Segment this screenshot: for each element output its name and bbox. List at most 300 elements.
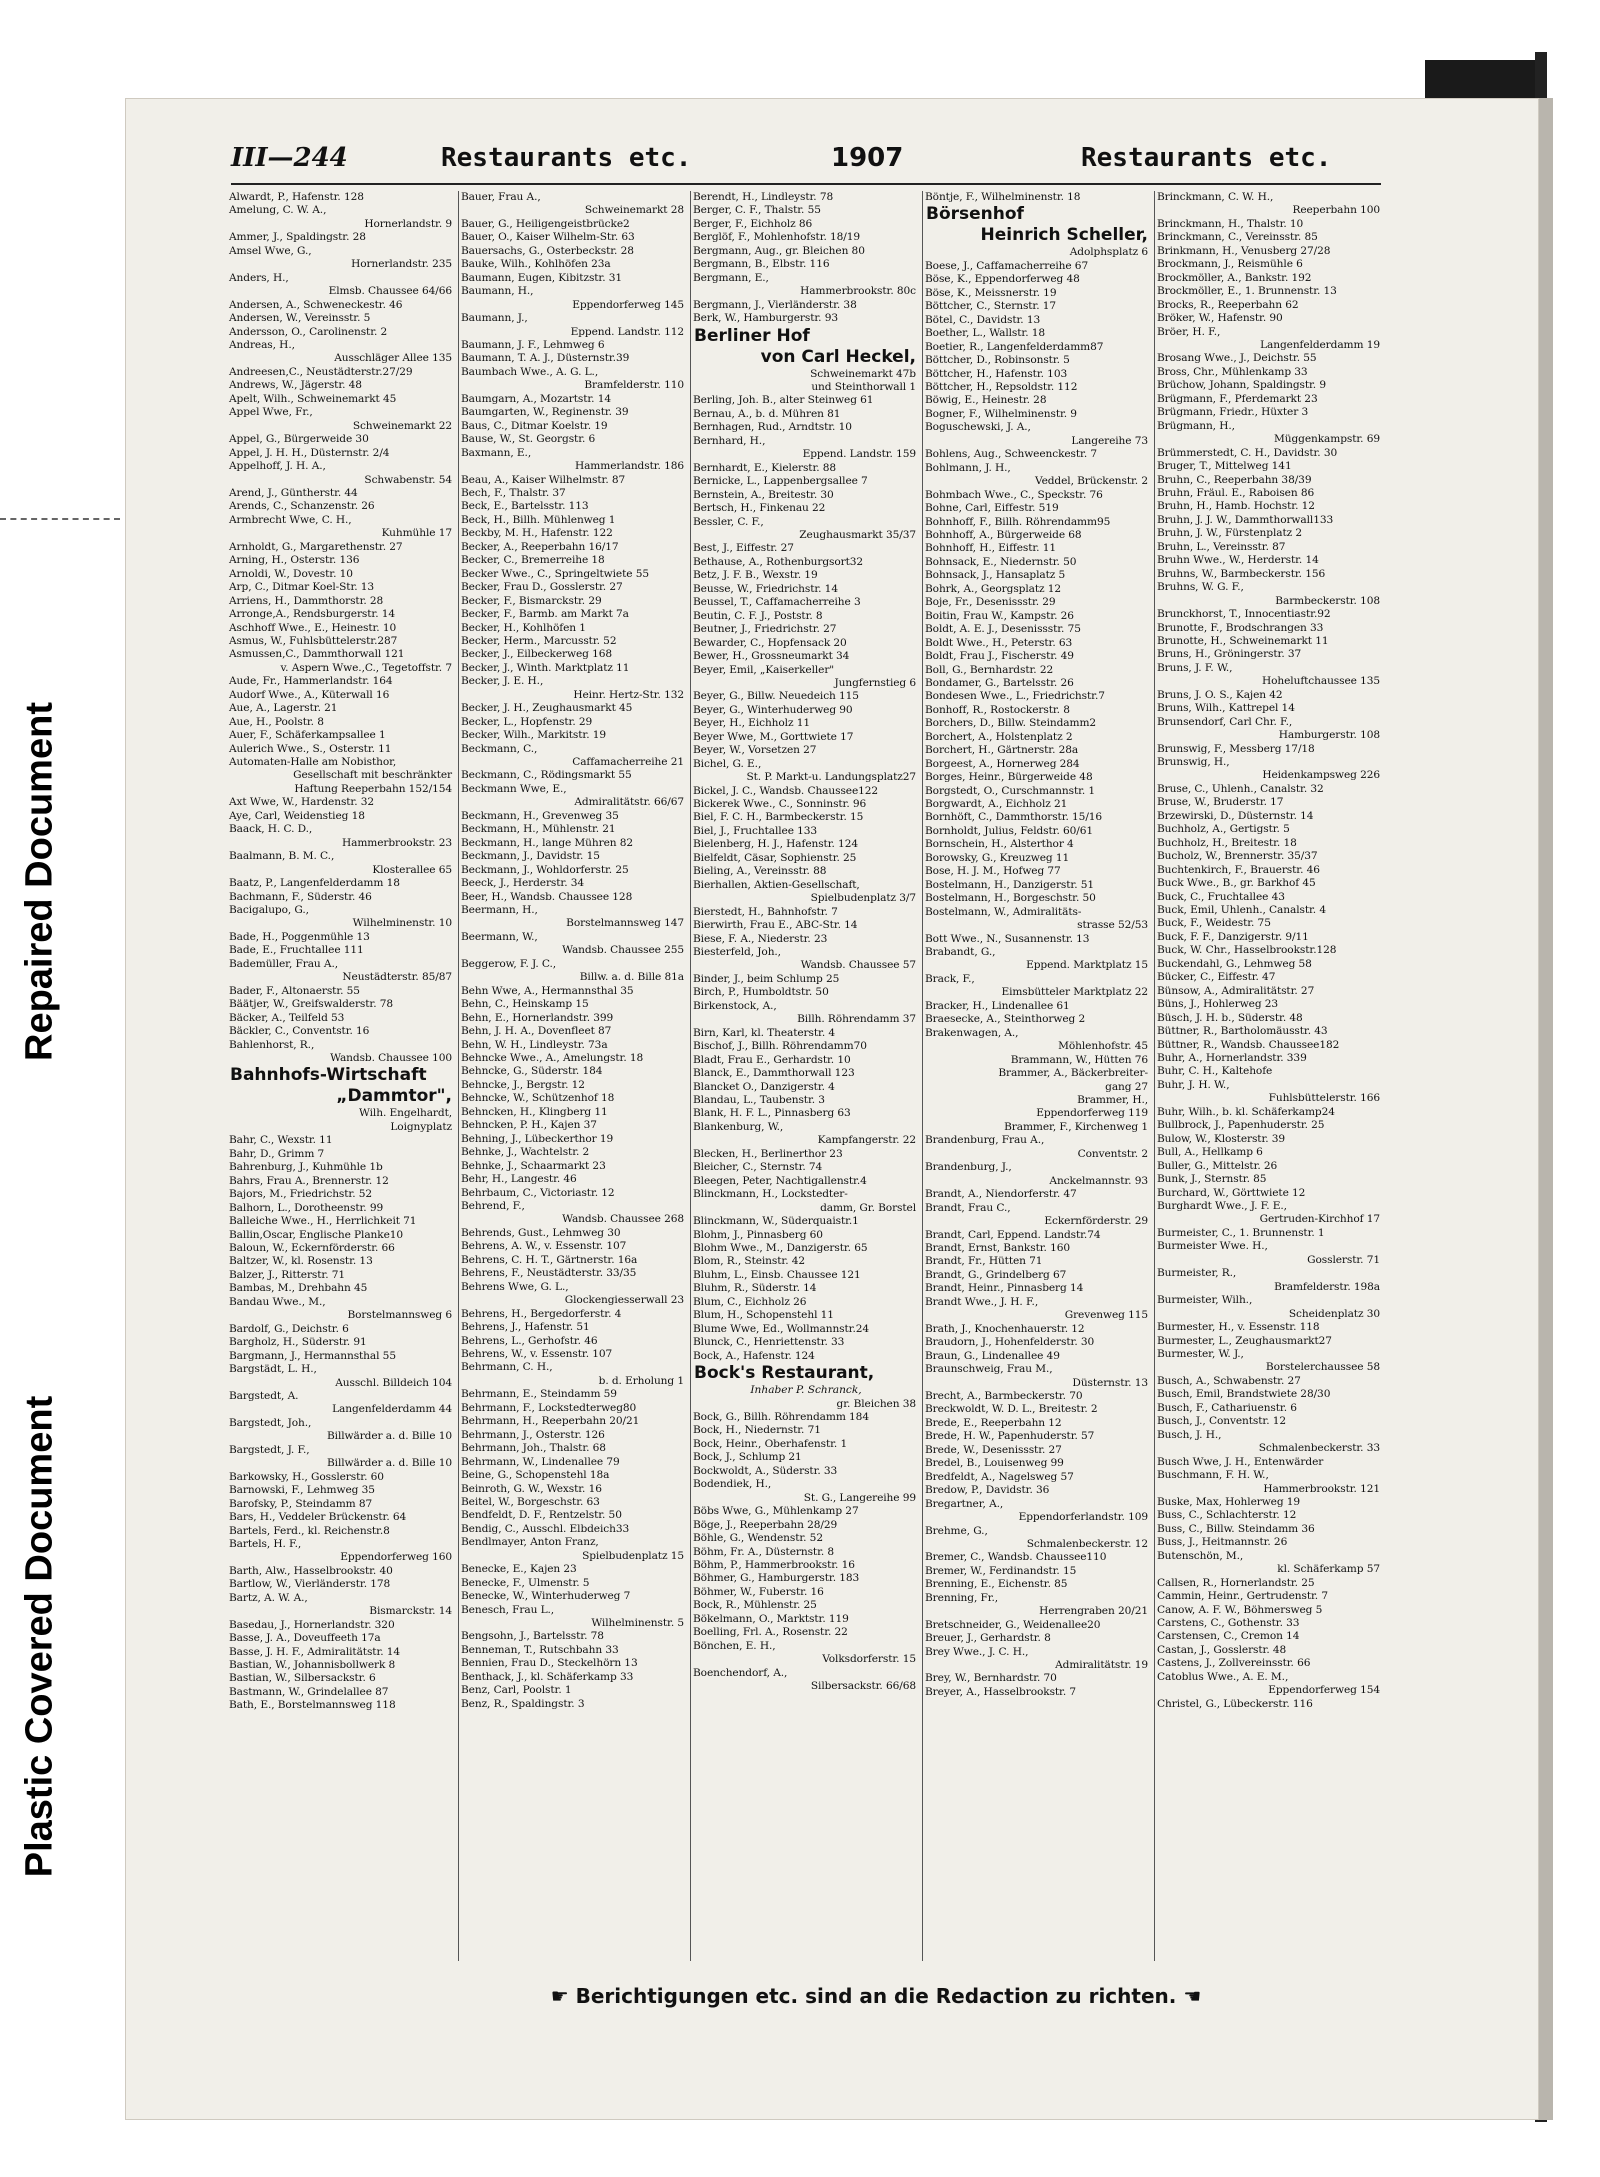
directory-entry: Bismarckstr. 14 <box>369 1605 452 1618</box>
directory-entry: Beussel, T., Caffamacherreihe 3 <box>693 596 861 609</box>
directory-entry: Herrengraben 20/21 <box>1039 1605 1148 1618</box>
directory-entry: Becker, J. H., Zeughausmarkt 45 <box>461 702 633 715</box>
directory-entry: Behrens, A. W., v. Essenstr. 107 <box>461 1240 627 1253</box>
directory-entry: Behrmann, W., Lindenallee 79 <box>461 1455 620 1468</box>
directory-entry: Behncke Wwe., A., Amelungstr. 18 <box>461 1052 644 1064</box>
directory-entry: Brammer, F., Kirchenweg 1 <box>1004 1120 1148 1133</box>
directory-entry: Brey, W., Bernhardstr. 70 <box>925 1672 1057 1685</box>
directory-entry: Bargstedt, Joh., <box>229 1416 312 1429</box>
directory-entry: Brandt, Heinr., Pinnasberg 14 <box>925 1282 1084 1295</box>
directory-entry: Zeughausmarkt 35/37 <box>799 528 916 541</box>
directory-entry: Hammerlandstr. 186 <box>574 460 684 473</box>
directory-entry: Buck, Emil, Uhlenh., Canalstr. 4 <box>1157 904 1326 917</box>
directory-entry: Billwärder a. d. Bille 10 <box>326 1457 452 1470</box>
directory-entry: Basse, J. H. F., Admiralitätstr. 14 <box>229 1645 401 1658</box>
directory-entry: Bredow, P., Davidstr. 36 <box>925 1484 1050 1497</box>
directory-entry: Andrews, W., Jägerstr. 48 <box>229 379 362 392</box>
directory-entry: Bade, H., Poggenmühle 13 <box>229 930 370 943</box>
directory-entry: Bergmann, E., <box>693 271 769 284</box>
directory-entry: Breyer, A., Hasselbrookstr. 7 <box>925 1685 1077 1698</box>
directory-entry: Bessler, C. F., <box>693 515 764 528</box>
advertisement-heading: Heinrich Scheller, <box>980 225 1148 246</box>
directory-entry: Langenfelderdamm 44 <box>332 1403 452 1416</box>
directory-entry: Bergmann, J., Vierländerstr. 38 <box>693 298 857 311</box>
directory-entry: Büttner, R., Wandsb. Chaussee182 <box>1157 1038 1340 1051</box>
directory-entry: Böttcher, C., Sternstr. 17 <box>925 300 1057 313</box>
directory-entry: Berling, Joh. B., alter Steinweg 61 <box>693 394 874 407</box>
page-header <box>231 139 1381 185</box>
directory-entry: Behn, C., Heinskamp 15 <box>461 998 589 1011</box>
directory-entry: Basedau, J., Hornerlandstr. 320 <box>229 1618 395 1631</box>
directory-entry: Burmeister Wwe. H., <box>1157 1240 1268 1253</box>
directory-entry: Eppend. Landstr. 159 <box>802 448 916 461</box>
directory-columns <box>226 191 1386 1961</box>
directory-entry: Bohlmann, J. H., <box>925 461 1011 474</box>
directory-entry: Bruhn, L., Vereinsstr. 87 <box>1157 540 1286 553</box>
directory-entry: Brakenwagen, A., <box>925 1026 1019 1039</box>
directory-entry: Bahr, D., Grimm 7 <box>229 1147 325 1160</box>
directory-entry: Barnowski, F., Lehmweg 35 <box>229 1484 375 1497</box>
directory-entry: Bruhn, Fräul. E., Raboisen 86 <box>1157 486 1315 499</box>
directory-entry: Bertsch, H., Finkenau 22 <box>693 502 826 515</box>
directory-entry: Becker, Herm., Marcusstr. 52 <box>461 634 617 647</box>
directory-entry: Cammin, Heinr., Gertrudenstr. 7 <box>1157 1590 1328 1603</box>
directory-entry: Baumbach Wwe., A. G. L., <box>461 365 599 378</box>
directory-entry: Benthack, J., kl. Schäferkamp 33 <box>461 1670 634 1683</box>
directory-entry: Bruns, J. O. S., Kajen 42 <box>1157 688 1283 701</box>
directory-entry: Baumgarten, W., Reginenstr. 39 <box>461 406 629 419</box>
directory-entry: Butenschön, M., <box>1157 1549 1244 1562</box>
directory-entry: Amelung, C. W. A., <box>229 204 327 217</box>
directory-entry: Baumann, T. A. J., Düsternstr.39 <box>461 352 630 365</box>
directory-entry: Glockengiesserwall 23 <box>564 1294 684 1307</box>
directory-entry: Billwärder a. d. Bille 10 <box>326 1430 452 1443</box>
directory-entry: Bars, H., Veddeler Brückenstr. 64 <box>229 1511 407 1524</box>
directory-entry: Biesterfeld, Joh., <box>693 946 781 959</box>
directory-entry: Behrmann, F., Lockstedterweg80 <box>461 1401 637 1414</box>
directory-entry: Wilhelminenstr. 10 <box>352 917 452 930</box>
directory-entry: Buss, J., Heitmannstr. 26 <box>1157 1536 1288 1549</box>
directory-entry: Bethause, A., Rothenburgsort32 <box>693 555 864 568</box>
directory-entry: Bargstedt, J. F., <box>229 1443 310 1456</box>
directory-entry: Bauer, G., Heiligengeistbrücke2 <box>461 217 630 230</box>
directory-entry: Best, J., Eiffestr. 27 <box>693 542 794 555</box>
directory-entry: Buhr, Wilh., b. kl. Schäferkamp24 <box>1157 1105 1335 1118</box>
directory-entry: Brehme, G., <box>925 1524 988 1537</box>
directory-entry: Admiralitätstr. 19 <box>1055 1659 1148 1672</box>
directory-entry: Borstelerchaussee 58 <box>1265 1361 1380 1374</box>
directory-entry: Becker, H., Kohlhöfen 1 <box>461 621 586 634</box>
directory-entry: Schmalenbeckerstr. 33 <box>1258 1442 1380 1455</box>
directory-entry: Veddel, Brückenstr. 2 <box>1035 475 1148 488</box>
directory-entry: Buck, C., Fruchtallee 43 <box>1157 890 1285 903</box>
directory-entry: Böhm, Fr. A., Düsternstr. 8 <box>693 1545 835 1558</box>
directory-entry: Conventstr. 2 <box>1077 1147 1148 1160</box>
directory-entry: Hamburgerstr. 108 <box>1278 729 1380 742</box>
directory-entry: Bohnsack, E., Niedernstr. 50 <box>925 555 1077 568</box>
directory-entry: Aue, H., Poolstr. 8 <box>229 715 324 728</box>
directory-entry: Bock, H., Niedernstr. 71 <box>693 1424 821 1437</box>
directory-entry: Bandau Wwe., M., <box>229 1295 326 1308</box>
directory-entry: Buck, F., Weidestr. 75 <box>1157 917 1271 930</box>
directory-entry: Gesellschaft mit beschränkter <box>293 769 452 782</box>
directory-entry: Beyer, G., Billw. Neuedeich 115 <box>693 690 859 703</box>
directory-entry: Bullbrock, J., Papenhuderstr. 25 <box>1157 1119 1325 1132</box>
directory-entry: Beine, G., Schopenstehl 18a <box>461 1469 610 1482</box>
directory-entry: Borowsky, G., Kreuzweg 11 <box>925 851 1070 864</box>
directory-entry: Bichel, G. E., <box>693 757 762 770</box>
directory-entry: Bramfelderstr. 198a <box>1274 1280 1380 1293</box>
directory-entry: Eppendorferweg 154 <box>1268 1684 1380 1697</box>
directory-entry: Bostelmann, W., Admiralitäts- <box>925 905 1082 918</box>
directory-entry: Burmester, L., Zeughausmarkt27 <box>1157 1334 1332 1347</box>
directory-entry: Benecke, F., Ulmenstr. 5 <box>461 1576 590 1589</box>
directory-entry: Aulerich Wwe., S., Osterstr. 11 <box>229 742 392 755</box>
directory-entry: Buller, G., Mittelstr. 26 <box>1157 1159 1278 1172</box>
directory-entry: Arnoldi, W., Dovestr. 10 <box>229 567 353 580</box>
directory-entry: Spielbudenplatz 3/7 <box>810 892 916 905</box>
directory-entry: Birn, Karl, kl. Theaterstr. 4 <box>693 1026 835 1039</box>
directory-entry: Borges, Heinr., Bürgerweide 48 <box>925 771 1093 784</box>
directory-entry: Brocks, R., Reeperbahn 62 <box>1157 298 1299 311</box>
directory-entry: Brunswig, H., <box>1157 756 1230 769</box>
directory-entry: Brath, J., Knochenhauerstr. 12 <box>925 1322 1085 1335</box>
directory-entry: Bleicher, C., Sternstr. 74 <box>693 1161 823 1174</box>
directory-entry: Möhlenhofstr. 45 <box>1058 1040 1148 1053</box>
directory-entry: Aschhoff Wwe., E., Heinestr. 10 <box>229 621 397 634</box>
directory-entry: Böse, K., Eppendorferweg 48 <box>925 273 1080 286</box>
column-1 <box>226 191 459 1961</box>
directory-entry: Busch, Emil, Brandstwiete 28/30 <box>1157 1388 1331 1401</box>
directory-entry: Heinr. Hertz-Str. 132 <box>573 688 684 701</box>
directory-entry: Bleegen, Peter, Nachtigallenstr.4 <box>693 1174 867 1187</box>
directory-entry: Braun, G., Lindenallee 49 <box>925 1349 1060 1362</box>
directory-entry: Beck, H., Billh. Mühlenweg 1 <box>461 513 616 526</box>
directory-entry: Betz, J. F. B., Wexstr. 19 <box>693 569 818 582</box>
directory-entry: Boldt, A. E. J., Desenissstr. 75 <box>925 623 1081 636</box>
directory-entry: Hoheluftchaussee 135 <box>1262 675 1380 688</box>
directory-entry: Böhle, G., Wendenstr. 52 <box>693 1532 823 1545</box>
directory-entry: Becker, A., Reeperbahn 16/17 <box>461 540 619 553</box>
directory-entry: Böhmer, G., Hamburgerstr. 183 <box>693 1572 860 1585</box>
directory-entry: Castan, J., Gosslerstr. 48 <box>1157 1643 1287 1656</box>
directory-entry: Bickel, J. C., Wandsb. Chaussee122 <box>693 784 879 797</box>
directory-entry: Boetier, R., Langenfelderdamm87 <box>925 340 1104 353</box>
directory-entry: Bendfeldt, D. F., Rentzelstr. 50 <box>461 1509 622 1522</box>
directory-entry: Adolphsplatz 6 <box>1069 246 1148 259</box>
directory-entry: Behrmann, H., Reeperbahn 20/21 <box>461 1415 640 1428</box>
directory-entry: Beckmann, C., Rödingsmarkt 55 <box>461 769 632 782</box>
directory-entry: Buss, C., Schlachterstr. 12 <box>1157 1509 1297 1522</box>
directory-entry: Aye, Carl, Weidenstieg 18 <box>229 809 365 822</box>
directory-entry: Beyer, G., Winterhuderweg 90 <box>693 703 853 716</box>
directory-entry: Bönchen, E. H., <box>693 1639 776 1652</box>
directory-entry: Behnke, J., Schaarmarkt 23 <box>461 1159 606 1172</box>
directory-entry: Boll, G., Bernhardstr. 22 <box>925 663 1054 676</box>
directory-entry: Bostelmann, H., Danzigerstr. 51 <box>925 878 1095 891</box>
directory-entry: Bernau, A., b. d. Mühren 81 <box>693 407 841 420</box>
column-5 <box>1154 191 1386 1961</box>
directory-entry: Buschmann, F. H. W., <box>1157 1469 1269 1482</box>
directory-entry: Brockmann, J., Reismühle 6 <box>1157 258 1303 271</box>
directory-entry: Beau, A., Kaiser Wilhelmstr. 87 <box>461 473 626 486</box>
directory-entry: Brandt, Frau C., <box>925 1201 1011 1214</box>
directory-entry: Kampfangerstr. 22 <box>817 1134 916 1147</box>
directory-entry: Birkenstock, A., <box>693 999 777 1012</box>
directory-entry: Benecke, E., Kajen 23 <box>461 1563 577 1576</box>
directory-entry: Armbrecht Wwe, C. H., <box>229 513 352 526</box>
directory-entry: Bademüller, Frau A., <box>229 957 339 970</box>
directory-entry: Benesch, Frau L., <box>461 1603 555 1616</box>
directory-entry: Bennien, Frau D., Steckelhörn 13 <box>461 1657 638 1670</box>
directory-entry: Beckby, M. H., Hafenstr. 122 <box>461 527 613 540</box>
directory-entry: Beutner, J., Friedrichstr. 27 <box>693 623 837 636</box>
directory-entry: Bruhns, W. G. F., <box>1157 581 1244 594</box>
directory-entry: Bauer, O., Kaiser Wilhelm-Str. 63 <box>461 231 635 244</box>
directory-entry: Bramfelderstr. 110 <box>584 379 684 392</box>
directory-entry: Boitin, Frau W., Kampstr. 26 <box>925 609 1074 622</box>
directory-entry: Hammerbrookstr. 80c <box>800 285 916 298</box>
directory-entry: Bargstedt, A. <box>229 1389 299 1402</box>
directory-entry: Braudorn, J., Hohenfelderstr. 30 <box>925 1336 1095 1349</box>
directory-entry: Baltzer, W., kl. Rosenstr. 13 <box>229 1255 373 1268</box>
directory-entry: Behrens, W., v. Essenstr. 107 <box>461 1347 613 1360</box>
directory-entry: Breckwoldt, W. D. L., Breitestr. 2 <box>925 1403 1098 1416</box>
directory-entry: Baumgarn, A., Mozartstr. 14 <box>461 392 611 405</box>
directory-entry: Bartz, A. W. A., <box>229 1591 308 1604</box>
advertisement-subline: Inhaber P. Schranck, <box>750 1384 862 1397</box>
directory-entry: Brey Wwe., J. C. H., <box>925 1645 1029 1658</box>
directory-entry: Bade, E., Fruchtallee 111 <box>229 944 364 957</box>
directory-entry: Caffamacherreihe 21 <box>572 756 684 769</box>
directory-entry: Barmbeckerstr. 108 <box>1275 594 1380 607</box>
directory-entry: Bornholdt, Julius, Feldstr. 60/61 <box>925 824 1094 837</box>
directory-entry: Berk, W., Hamburgerstr. 93 <box>693 312 839 325</box>
directory-entry: Bahr, C., Wexstr. 11 <box>229 1134 333 1147</box>
directory-entry: Bull, A., Hellkamp 6 <box>1157 1146 1263 1159</box>
directory-entry: Benz, Carl, Poolstr. 1 <box>461 1684 572 1697</box>
directory-entry: Behn, J. H. A., Dovenfleet 87 <box>461 1025 612 1038</box>
directory-entry: Bierhallen, Aktien-Gesellschaft, <box>693 878 860 891</box>
directory-entry: Wandsb. Chaussee 57 <box>800 959 916 972</box>
directory-entry: Hammerbrookstr. 121 <box>1263 1482 1380 1495</box>
directory-entry: Bruger, T., Mittelweg 141 <box>1157 460 1292 473</box>
directory-entry: Burmeister, Wilh., <box>1157 1294 1253 1307</box>
directory-entry: Bruhn, J. W., Fürstenplatz 2 <box>1157 527 1303 540</box>
directory-entry: Bieling, A., Vereinsstr. 88 <box>693 865 827 878</box>
directory-entry: Bewer, H., Grossneumarkt 34 <box>693 650 850 663</box>
directory-entry: Langereihe 73 <box>1071 434 1148 447</box>
directory-entry: gr. Bleichen 38 <box>836 1397 916 1410</box>
directory-entry: Bröer, H. F., <box>1157 325 1221 338</box>
directory-entry: Bierwirth, Frau E., ABC-Str. 14 <box>693 919 858 932</box>
directory-entry: Schmalenbeckerstr. 12 <box>1026 1537 1148 1550</box>
directory-entry: Bickerek Wwe., C., Sonninstr. 96 <box>693 798 867 811</box>
directory-entry: Becker, C., Bremerreihe 18 <box>461 554 605 567</box>
directory-entry: kl. Schäferkamp 57 <box>1277 1563 1380 1576</box>
directory-entry: Apelt, Wilh., Schweinemarkt 45 <box>229 392 397 405</box>
directory-entry: Beggerow, F. J. C., <box>461 957 557 970</box>
directory-entry: Buck, W. Chr., Hasselbrookstr.128 <box>1157 944 1337 957</box>
directory-entry: Wandsb. Chaussee 255 <box>562 944 684 957</box>
directory-entry: Blohm, J., Pinnasberg 60 <box>693 1228 823 1241</box>
directory-entry: Behn, E., Hornerlandstr. 399 <box>461 1011 614 1024</box>
directory-entry: Alwardt, P., Hafenstr. 128 <box>229 191 364 203</box>
directory-entry: Axt Wwe, W., Hardenstr. 32 <box>229 796 375 809</box>
directory-entry: Beck, E., Bartelsstr. 113 <box>461 500 589 513</box>
directory-entry: Andreas, H., <box>229 338 295 351</box>
directory-entry: Anders, H., <box>229 271 289 284</box>
directory-entry: Scheidenplatz 30 <box>1288 1307 1380 1320</box>
directory-entry: Bernhard, H., <box>693 434 766 447</box>
directory-entry: Beyer, Emil, „Kaiserkeller" <box>693 663 835 676</box>
directory-entry: Bredel, B., Louisenweg 99 <box>925 1457 1064 1470</box>
directory-entry: gang 27 <box>1105 1080 1148 1093</box>
directory-entry: Brandt, G., Grindelberg 67 <box>925 1268 1067 1281</box>
pointing-hand-left-icon: ☛ <box>550 1984 569 2008</box>
directory-entry: Behncke, W., Schützenhof 18 <box>461 1092 615 1105</box>
directory-entry: Appel, G., Bürgerweide 30 <box>229 433 369 446</box>
directory-entry: Borstelmannsweg 6 <box>347 1309 452 1322</box>
directory-entry: Brüchow, Johann, Spaldingstr. 9 <box>1157 379 1326 392</box>
directory-entry: Bath, E., Borstelmannsweg 118 <box>229 1699 396 1712</box>
directory-entry: Berger, C. F., Thalstr. 55 <box>693 204 821 217</box>
directory-entry: Beutin, C. F. J., Poststr. 8 <box>693 609 823 622</box>
directory-entry: Automaten-Halle am Nobisthor, <box>229 756 397 769</box>
directory-entry: Baumann, J., <box>461 312 528 325</box>
directory-entry: Böntje, F., Wilhelminenstr. 18 <box>925 191 1081 203</box>
directory-entry: Buss, C., Billw. Steindamm 36 <box>1157 1522 1315 1535</box>
directory-entry: Baalmann, B. M. C., <box>229 850 335 863</box>
directory-entry: Hornerlandstr. 235 <box>351 258 452 271</box>
directory-entry: Basse, J. A., Doveuffeeth 17a <box>229 1632 381 1645</box>
directory-entry: Brandt, Ernst, Bankstr. 160 <box>925 1241 1071 1254</box>
directory-entry: Brenning, Fr., <box>925 1591 999 1604</box>
directory-entry: Eppendorferweg 119 <box>1036 1107 1148 1120</box>
directory-entry: Andersen, W., Vereinsstr. 5 <box>229 312 371 325</box>
directory-entry: Brede, H. W., Papenhuderstr. 57 <box>925 1430 1095 1443</box>
directory-entry: Bunk, J., Sternstr. 85 <box>1157 1173 1267 1186</box>
advertisement-heading: Bahnhofs-Wirtschaft <box>230 1065 427 1086</box>
directory-entry: Haftung Reeperbahn 152/154 <box>294 782 452 795</box>
directory-entry: Brede, E., Reeperbahn 12 <box>925 1416 1062 1429</box>
directory-entry: Buhr, A., Hornerlandstr. 339 <box>1157 1052 1307 1064</box>
directory-entry: Becker, Frau D., Gosslerstr. 27 <box>461 581 623 594</box>
directory-entry: Borgeest, A., Hornerweg 284 <box>925 757 1080 770</box>
directory-entry: Hammerbrookstr. 23 <box>341 836 452 849</box>
directory-entry: Bäcker, A., Teilfeld 53 <box>229 1011 345 1024</box>
directory-entry: Bardolf, G., Deichstr. 6 <box>229 1322 349 1335</box>
directory-entry: Buchholz, H., Breitestr. 18 <box>1157 836 1297 849</box>
directory-entry: Behrens, J., Hafenstr. 51 <box>461 1321 590 1334</box>
directory-entry: Bargmann, J., Hermannsthal 55 <box>229 1349 396 1362</box>
directory-entry: Eppendorferweg 145 <box>572 298 684 311</box>
directory-entry: Bose, H. J. M., Hofweg 77 <box>925 865 1061 878</box>
directory-entry: Arronge,A., Rendsburgerstr. 14 <box>229 608 396 621</box>
directory-entry: Behncken, H., Klingberg 11 <box>461 1105 608 1118</box>
directory-entry: Bott Wwe., N., Susannenstr. 13 <box>925 932 1090 945</box>
directory-entry: Bendig, C., Ausschl. Elbdeich33 <box>461 1522 630 1535</box>
directory-entry: Bröker, W., Hafenstr. 90 <box>1157 312 1283 325</box>
directory-entry: Appel, J. H. H., Düsternstr. 2/4 <box>229 446 390 459</box>
directory-entry: Behrmann, C. H., <box>461 1361 553 1374</box>
directory-entry: Buchtenkirch, F., Brauerstr. 46 <box>1157 863 1320 876</box>
directory-entry: St. P. Markt-u. Landungsplatz27 <box>746 771 916 784</box>
directory-entry: Appelhoff, J. H. A., <box>229 460 326 473</box>
directory-entry: Bohrk, A., Georgsplatz 12 <box>925 582 1062 595</box>
directory-entry: Baumann, Eugen, Kibitzstr. 31 <box>461 271 623 284</box>
directory-entry: Bargstädt, L. H., <box>229 1363 317 1376</box>
directory-entry: Eimsbütteler Marktplatz 22 <box>1001 986 1148 999</box>
directory-entry: Spielbudenplatz 15 <box>582 1549 684 1562</box>
directory-entry: Behrbaum, C., Victoriastr. 12 <box>461 1186 615 1199</box>
advertisement-heading: Börsenhof <box>926 204 1024 225</box>
directory-entry: Biel, J., Fruchtallee 133 <box>693 824 818 837</box>
directory-entry: Behrens, L., Gerhofstr. 46 <box>461 1334 598 1347</box>
directory-entry: Bengsohn, J., Bartelsstr. 78 <box>461 1630 604 1643</box>
directory-entry: Eppend. Marktplatz 15 <box>1026 959 1148 972</box>
advertisement-heading: Bock's Restaurant, <box>694 1363 875 1384</box>
column-4 <box>922 191 1155 1961</box>
directory-entry: Beinroth, G. W., Wexstr. 16 <box>461 1482 602 1495</box>
directory-entry: Bodendiek, H., <box>693 1478 772 1491</box>
directory-entry: Bulow, W., Klosterstr. 39 <box>1157 1132 1286 1145</box>
repaired-document-label: Repaired Document <box>18 702 61 1061</box>
directory-entry: Borstelmannsweg 147 <box>566 917 684 930</box>
directory-entry: Bruhn Wwe., W., Herderstr. 14 <box>1157 554 1319 567</box>
directory-entry: Büns, J., Hohlerweg 23 <box>1157 998 1279 1011</box>
directory-entry: Bock, A., Hafenstr. 124 <box>693 1349 815 1362</box>
directory-entry: Bökelmann, O., Marktstr. 119 <box>693 1612 849 1625</box>
directory-entry: Behn, W. H., Lindleystr. 73a <box>461 1038 608 1051</box>
directory-entry: Burmester, W. J., <box>1157 1347 1244 1360</box>
directory-entry: Beckmann, J., Wohldorferstr. 25 <box>461 863 629 876</box>
directory-entry: Beckmann, J., Davidstr. 15 <box>461 850 600 863</box>
advertisement-heading: Berliner Hof <box>694 325 810 346</box>
directory-entry: b. d. Erholung 1 <box>598 1374 684 1387</box>
directory-entry: Blandau, L., Taubenstr. 3 <box>693 1094 825 1106</box>
directory-entry: Bock, J., Schlump 21 <box>693 1451 802 1464</box>
directory-entry: Behrens, C. H. T., Gärtnerstr. 16a <box>461 1253 638 1266</box>
directory-entry: Blom, R., Steinstr. 42 <box>693 1255 806 1268</box>
directory-entry: Beusse, W., Friedrichstr. 14 <box>693 582 838 595</box>
directory-entry: Brack, F., <box>925 972 975 985</box>
directory-entry: Benz, R., Spaldingstr. 3 <box>461 1697 585 1710</box>
directory-entry: Admiralitätstr. 66/67 <box>574 796 684 809</box>
directory-entry: Brunotte, H., Schweinemarkt 11 <box>1157 634 1329 647</box>
directory-entry: Castens, J., Zollvereinsstr. 66 <box>1157 1657 1311 1670</box>
directory-entry: Borgstedt, O., Curschmannstr. 1 <box>925 784 1096 797</box>
directory-entry: Elmsb. Chaussee 64/66 <box>328 285 452 298</box>
directory-entry: Bondesen Wwe., L., Friedrichstr.7 <box>925 690 1105 703</box>
directory-entry: Blanck, E., Dammthorwall 123 <box>693 1067 855 1080</box>
directory-entry: Bauer, Frau A., <box>461 191 541 203</box>
directory-entry: St. G., Langereihe 99 <box>803 1491 916 1504</box>
directory-entry: Loignyplatz <box>390 1120 452 1133</box>
directory-entry: Bause, W., St. Georgstr. 6 <box>461 433 596 446</box>
directory-entry: Benecke, W., Winterhuderweg 7 <box>461 1590 631 1603</box>
directory-entry: Blum, C., Eichholz 26 <box>693 1295 807 1308</box>
directory-entry: Bogner, F., Wilhelminenstr. 9 <box>925 407 1077 420</box>
directory-entry: Bartels, H. F., <box>229 1537 302 1550</box>
directory-entry: Carstens, C., Gothenstr. 33 <box>1157 1617 1300 1630</box>
directory-entry: Christel, G., Lübeckerstr. 116 <box>1157 1697 1313 1710</box>
directory-entry: Busch, J. H., <box>1157 1428 1222 1441</box>
directory-entry: Bech, F., Thalstr. 37 <box>461 486 566 499</box>
directory-entry: Aue, A., Lagerstr. 21 <box>229 702 338 715</box>
directory-entry: Beyer, H., Eichholz 11 <box>693 717 810 730</box>
directory-entry: Blunck, C., Henriettenstr. 33 <box>693 1336 845 1349</box>
